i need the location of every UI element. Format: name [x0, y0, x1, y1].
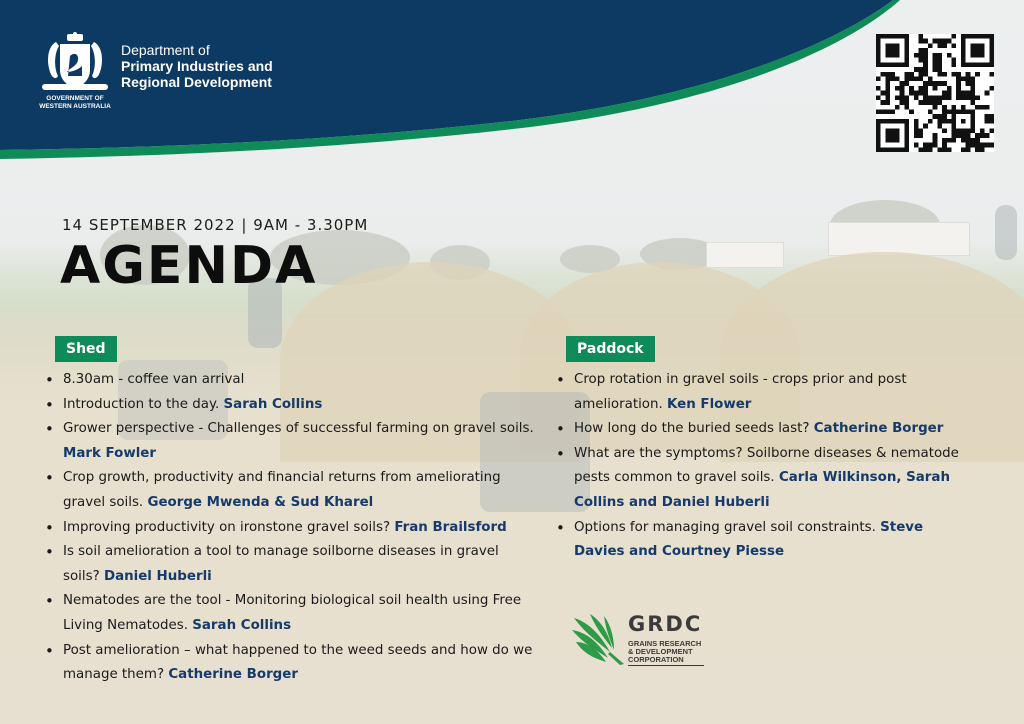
grdc-sub-line-3: CORPORATION — [628, 655, 684, 664]
list-item: • Crop rotation in gravel soils - crops prior and post amelioration. Ken Flower — [556, 368, 966, 417]
list-item: • Is soil amelioration a tool to manage soilborne diseases in gravel soils? Daniel Huberli — [45, 540, 535, 589]
speaker-name: George Mwenda & Sud Kharel — [147, 494, 374, 510]
dept-line-1: Department of — [121, 42, 210, 58]
list-item: • Nematodes are the tool - Monitoring biological soil health using Free Living Nematodes. Sarah Collins — [45, 589, 535, 638]
list-item: • Options for managing gravel soil constraints. Steve Davies and Courtney Piesse — [556, 516, 966, 565]
list-item: • 8.30am - coffee van arrival — [45, 368, 535, 393]
grdc-wordmark: GRDC — [628, 612, 703, 636]
speaker-name: Sarah Collins — [223, 396, 323, 412]
shed-agenda-list — [45, 368, 535, 688]
speaker-name: Mark Fowler — [63, 445, 156, 461]
list-item: • Grower perspective - Challenges of successful farming on gravel soils. Mark Fowler — [45, 417, 535, 466]
grdc-sub-line-2: & DEVELOPMENT — [628, 647, 693, 656]
grdc-underline — [628, 665, 704, 666]
speaker-name: Catherine Borger — [813, 421, 944, 437]
paddock-agenda-list — [556, 368, 966, 565]
speaker-name: Sarah Collins — [192, 617, 292, 633]
qr-code-icon[interactable] — [876, 34, 994, 152]
list-item: • Improving productivity on ironstone gravel soils? Fran Brailsford — [45, 516, 535, 541]
speaker-name: Ken Flower — [667, 396, 752, 412]
list-item: • Introduction to the day. Sarah Collins — [45, 393, 535, 418]
gov-line-1: GOVERNMENT OF — [46, 95, 104, 102]
speaker-name: Catherine Borger — [168, 667, 298, 683]
speaker-name: Carla Wilkinson, Sarah Collins and Daniel Huberli — [574, 470, 950, 510]
wa-government-crest-icon — [34, 32, 116, 96]
government-wordmark — [34, 95, 116, 111]
grdc-logo — [570, 610, 720, 668]
dpird-logo — [34, 32, 294, 112]
list-item: • What are the symptoms? Soilborne diseases & nematode pests common to gravel soils. Carla Wilkinson, Sarah Collins and Daniel Huberli — [556, 442, 966, 516]
list-item: • Crop growth, productivity and financial returns from ameliorating gravel soils. George Mwenda & Sud Kharel — [45, 466, 535, 515]
list-item: • Post amelioration – what happened to the weed seeds and how do we manage them? Catherine Borger — [45, 639, 535, 688]
page-title: AGENDA — [60, 236, 318, 296]
shed-heading: Shed — [55, 336, 117, 362]
grdc-subtitle — [628, 640, 701, 664]
speaker-name: Daniel Huberli — [103, 568, 212, 584]
dept-line-3: Regional Development — [121, 74, 272, 90]
gov-line-2: WESTERN AUSTRALIA — [39, 103, 111, 110]
department-name — [121, 42, 301, 90]
speaker-name: Fran Brailsford — [394, 519, 507, 535]
speaker-name: Steve Davies and Courtney Piesse — [574, 519, 924, 560]
grdc-wheat-logo-icon — [570, 612, 626, 666]
grdc-sub-line-1: GRAINS RESEARCH — [628, 639, 702, 648]
event-date-time: 14 SEPTEMBER 2022 | 9AM - 3.30PM — [62, 216, 369, 234]
dept-line-2: Primary Industries and — [121, 58, 273, 74]
list-item: • How long do the buried seeds last? Catherine Borger — [556, 417, 966, 442]
paddock-heading: Paddock — [566, 336, 655, 362]
